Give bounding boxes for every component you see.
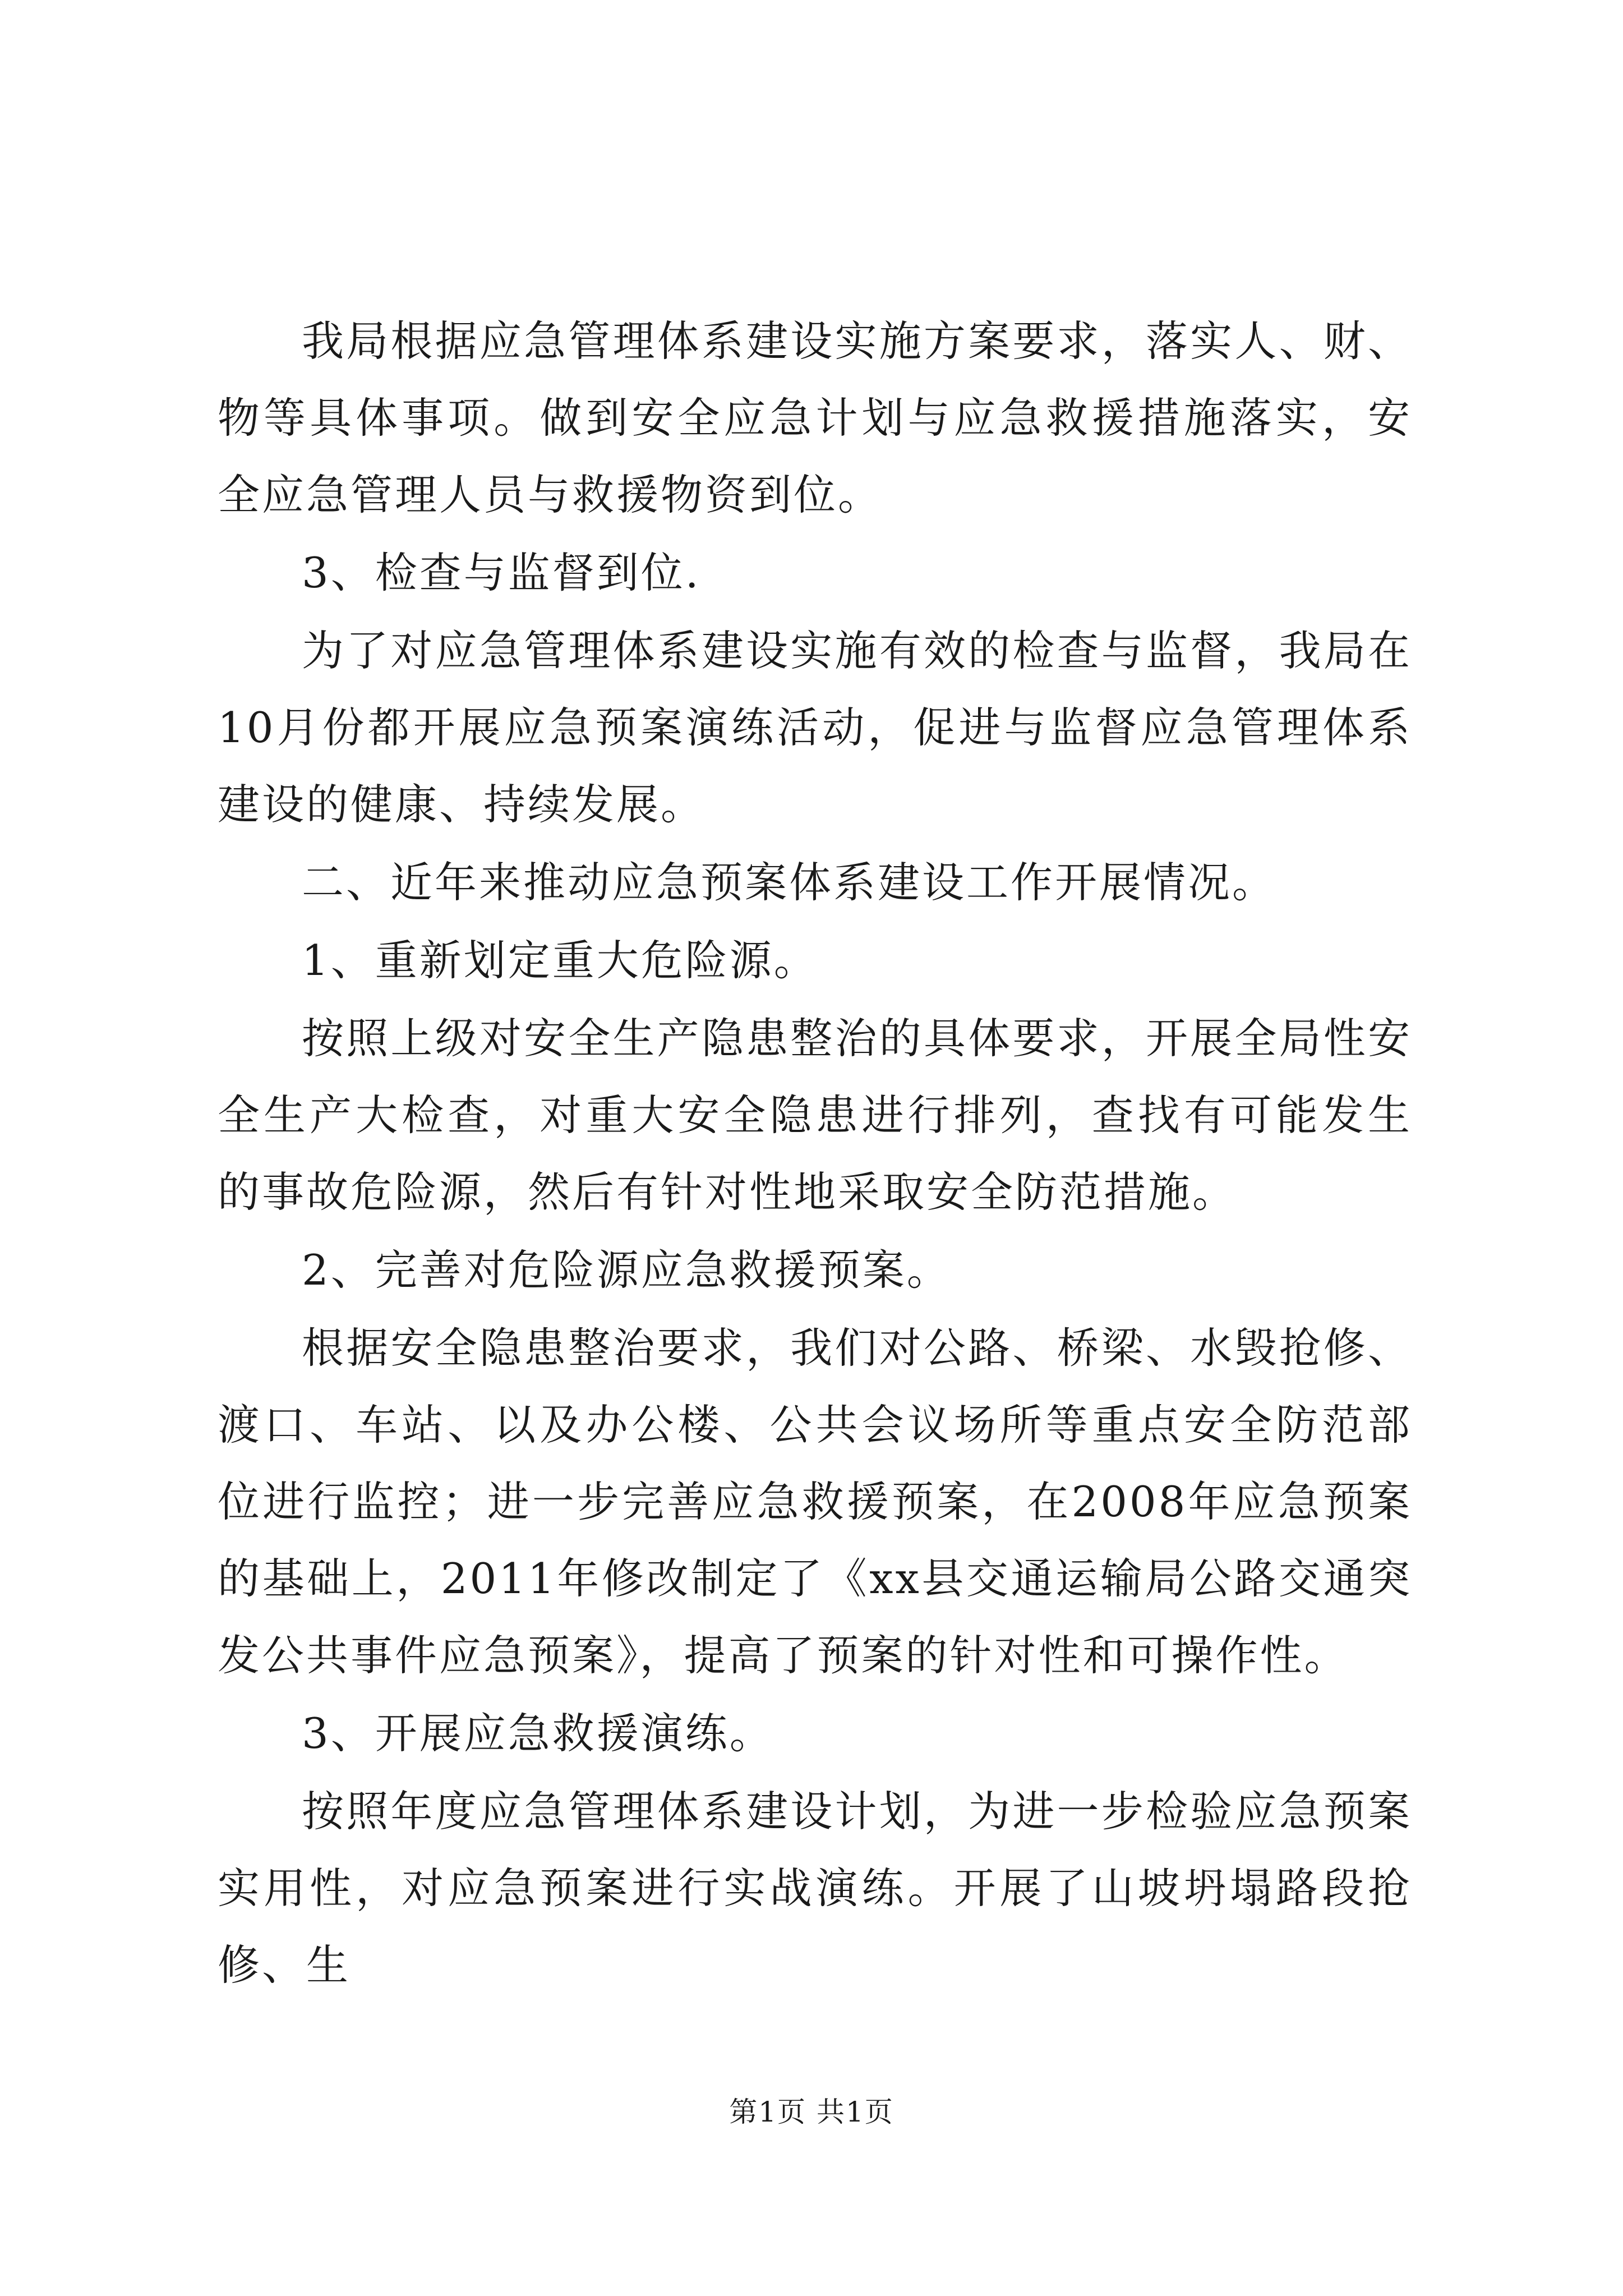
- paragraph: 按照年度应急管理体系建设计划，为进一步检验应急预案实用性，对应急预案进行实战演练。开展了山坡坍塌路段抢修、生: [218, 1787, 1412, 1990]
- paragraph: 根据安全隐患整治要求，我们对公路、桥梁、水毁抢修、渡口、车站、以及办公楼、公共会议场所等重点安全防范部位进行监控；进一步完善应急救援预案，在2008年应急预案的基础上，2011年修改制定了《xx县交通运输局公路交通突发公共事件应急预案》，提高了预案的针对性和可操作性。: [218, 1323, 1412, 1680]
- section-heading: 二、近年来推动应急预案体系建设工作开展情况。: [302, 858, 1277, 907]
- page-number-footer: 第1页 共1页: [729, 2096, 894, 2128]
- document-body: [218, 303, 1412, 2005]
- section-heading: 3、开展应急救援演练。: [302, 1709, 774, 1758]
- section-heading: 3、检查与监督到位.: [302, 548, 701, 597]
- paragraph: 按照上级对安全生产隐患整治的具体要求，开展全局性安全生产大检查，对重大安全隐患进行排列，查找有可能发生的事故危险源，然后有针对性地采取安全防范措施。: [218, 1014, 1412, 1217]
- section-heading: 2、完善对危险源应急救援预案。: [302, 1245, 951, 1295]
- section-heading: 1、重新划定重大危险源。: [302, 936, 818, 985]
- paragraph: 我局根据应急管理体系建设实施方案要求，落实人、财、物等具体事项。做到安全应急计划与应急救援措施落实，安全应急管理人员与救援物资到位。: [218, 316, 1412, 519]
- paragraph: 为了对应急管理体系建设实施有效的检查与监督，我局在10月份都开展应急预案演练活动，促进与监督应急管理体系建设的健康、持续发展。: [218, 626, 1412, 829]
